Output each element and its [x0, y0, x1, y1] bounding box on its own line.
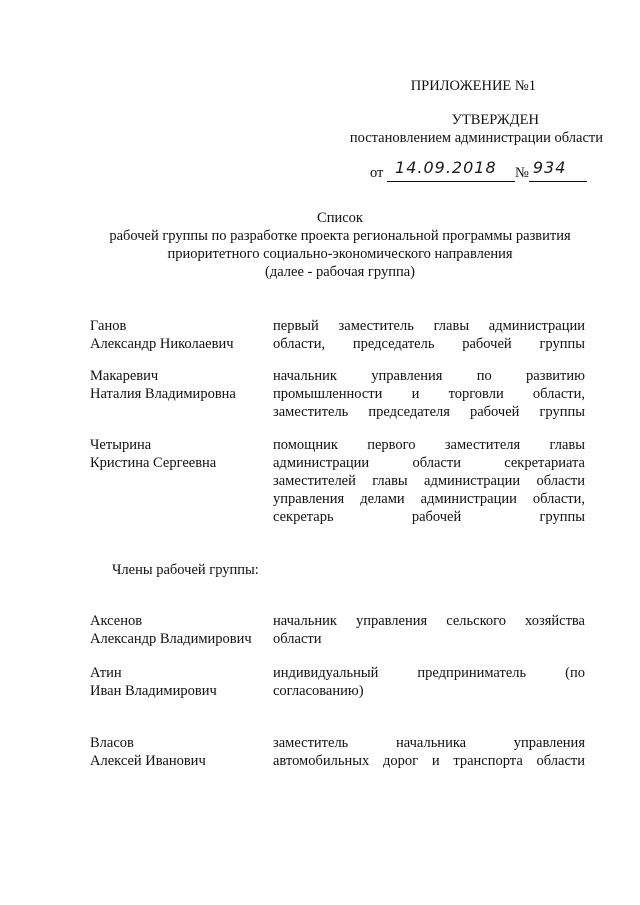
person-surname: Ганов	[90, 318, 127, 334]
person-surname: Четырина	[90, 437, 152, 453]
number-field	[529, 158, 587, 182]
approved-by-text: постановлением администрации области	[349, 130, 603, 146]
approved-label: УТВЕРЖДЕН	[451, 112, 539, 128]
person-surname: Атин	[90, 665, 122, 681]
person-given-names: Наталия Владимировна	[90, 386, 236, 402]
person-role	[273, 612, 585, 666]
person-surname: Аксенов	[90, 613, 143, 629]
person-given-names: Александр Владимирович	[90, 631, 252, 647]
person-role	[273, 436, 585, 544]
person-given-names: Кристина Сергеевна	[90, 455, 217, 471]
person-surname: Макаревич	[90, 368, 159, 384]
person-surname: Власов	[90, 735, 134, 751]
person-role-part-2: области	[273, 631, 322, 647]
person-role-part-2: согласованию)	[273, 683, 364, 699]
person-role	[273, 734, 585, 788]
person-role	[273, 317, 585, 371]
person-role-part-1: помощник первого заместителя главы администрации области секретариата заместителей главы администрации области управления делами администрации области,	[273, 437, 585, 507]
person-role-part-1: первый заместитель главы администрации	[273, 318, 585, 334]
handwritten-date: 14.09.2018	[395, 158, 497, 177]
person-role-part-2: автомобильных дорог и транспорта области	[273, 753, 585, 769]
number-label: №	[515, 165, 529, 181]
person-given-names: Алексей Иванович	[90, 753, 206, 769]
person-role-part-1: начальник управления сельского хозяйства	[273, 613, 585, 629]
decree-date-line	[370, 158, 610, 182]
person-role	[273, 367, 585, 439]
person-role	[273, 664, 585, 718]
members-heading: Члены рабочей группы:	[112, 562, 259, 578]
person-role-part-1: начальник управления по развитию промышленности и торговли области,	[273, 368, 585, 402]
title-line-4: (далее - рабочая группа)	[265, 264, 415, 280]
appendix-label: ПРИЛОЖЕНИЕ №1	[410, 78, 536, 94]
person-role-part-1: заместитель начальника управления	[273, 735, 585, 751]
person-given-names: Александр Николаевич	[90, 336, 234, 352]
title-line-3: приоритетного социально-экономического направления	[167, 246, 513, 262]
from-label: от	[370, 165, 384, 181]
person-role-part-1: индивидуальный предприниматель (по	[273, 665, 585, 681]
title-line-1: Список	[317, 210, 363, 226]
person-role-part-2: заместитель председателя рабочей группы	[273, 404, 585, 420]
handwritten-number: 934	[532, 158, 567, 177]
person-role-part-2: секретарь рабочей группы	[273, 509, 585, 525]
person-given-names: Иван Владимирович	[90, 683, 217, 699]
date-field	[387, 158, 515, 182]
title-line-2: рабочей группы по разработке проекта региональной программы развития	[109, 228, 571, 244]
person-role-part-2: области, председатель рабочей группы	[273, 336, 585, 352]
document-title	[60, 209, 620, 281]
